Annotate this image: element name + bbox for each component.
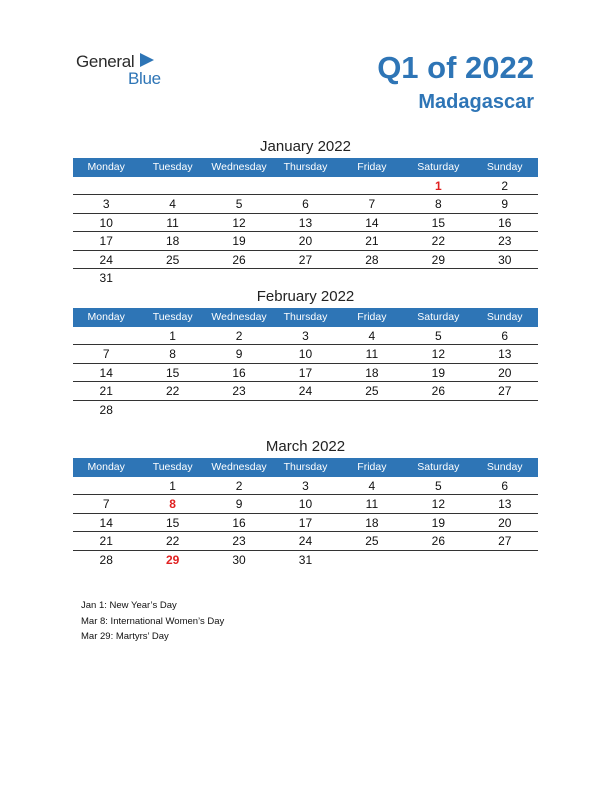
holiday-note: Mar 8: International Women’s Day — [81, 615, 225, 627]
day-cell: 6 — [501, 479, 509, 493]
empty-day-cell — [206, 401, 272, 418]
empty-day-cell — [272, 177, 338, 194]
day-cell: 3 — [302, 479, 309, 493]
month-calendar — [73, 136, 538, 286]
day-cell: 19 — [431, 515, 445, 530]
weekday-label: Monday — [87, 461, 125, 473]
week-row — [73, 495, 538, 513]
day-cell: 27 — [498, 384, 512, 399]
empty-day-cell — [73, 327, 139, 344]
day-cell: 8 — [169, 347, 176, 362]
empty-day-cell — [339, 269, 405, 286]
holiday-day-cell: 29 — [165, 552, 180, 567]
month-title: March 2022 — [265, 438, 346, 455]
empty-day-cell — [73, 177, 139, 194]
holiday-notes — [81, 598, 224, 645]
day-cell: 16 — [498, 215, 512, 230]
week-row — [73, 401, 538, 418]
week-row — [73, 251, 538, 269]
brand-word-blue: Blue — [128, 69, 161, 88]
day-cell: 9 — [235, 497, 243, 512]
week-row — [73, 364, 538, 382]
weekday-label: Sunday — [486, 161, 523, 173]
holiday-note: Mar 29: Martyrs’ Day — [81, 631, 169, 642]
day-cell: 4 — [368, 479, 376, 493]
day-cell: 14 — [99, 515, 113, 530]
day-cell: 15 — [431, 215, 445, 230]
week-row — [73, 214, 538, 232]
empty-day-cell — [139, 269, 205, 286]
weekday-label: Saturday — [417, 311, 460, 323]
day-cell: 2 — [501, 179, 509, 193]
day-cell: 18 — [365, 365, 379, 380]
day-cell: 17 — [298, 515, 313, 530]
weekday-header — [73, 158, 538, 177]
week-row — [73, 551, 538, 568]
day-cell: 25 — [365, 534, 379, 549]
day-cell: 6 — [302, 197, 309, 212]
week-row — [73, 477, 538, 495]
day-cell: 19 — [431, 365, 445, 380]
empty-day-cell — [405, 401, 471, 418]
empty-day-cell — [339, 401, 405, 418]
day-cell: 23 — [498, 234, 512, 249]
day-cell: 27 — [298, 252, 313, 267]
page-title: Q1 of 2022 — [377, 50, 534, 85]
day-cell: 1 — [169, 329, 176, 343]
day-cell: 25 — [165, 252, 180, 267]
day-cell: 22 — [165, 534, 180, 549]
empty-day-cell — [272, 401, 338, 418]
empty-day-cell — [405, 269, 471, 286]
day-cell: 5 — [434, 479, 442, 493]
day-cell: 28 — [99, 402, 113, 417]
day-cell: 7 — [102, 497, 110, 512]
day-cell: 16 — [232, 515, 246, 530]
weekday-label: Sunday — [486, 311, 523, 323]
day-cell: 28 — [99, 552, 113, 567]
week-row — [73, 269, 538, 286]
day-cell: 18 — [165, 234, 180, 249]
holiday-day-cell: 1 — [434, 179, 442, 193]
day-cell: 24 — [99, 252, 113, 267]
day-cell: 17 — [298, 365, 313, 380]
day-cell: 21 — [99, 534, 113, 549]
month-calendar — [73, 436, 538, 568]
month-calendar — [73, 286, 538, 418]
empty-day-cell — [73, 477, 139, 494]
day-cell: 23 — [232, 534, 246, 549]
day-cell: 22 — [165, 384, 180, 399]
weekday-label: Sunday — [486, 461, 523, 473]
week-row — [73, 327, 538, 345]
day-cell: 31 — [99, 270, 113, 285]
weekday-label: Monday — [87, 311, 125, 323]
weekday-label: Tuesday — [152, 311, 193, 323]
day-cell: 29 — [431, 252, 445, 267]
week-row — [73, 195, 538, 213]
weekday-label: Thursday — [283, 461, 328, 473]
empty-day-cell — [339, 551, 405, 568]
flag-icon — [140, 53, 154, 67]
weekday-label: Thursday — [283, 311, 328, 323]
day-cell: 7 — [368, 197, 376, 212]
weekday-label: Wednesday — [211, 461, 267, 473]
day-cell: 26 — [431, 534, 445, 549]
day-cell: 6 — [501, 329, 509, 343]
day-cell: 31 — [298, 552, 313, 567]
day-cell: 12 — [431, 497, 445, 512]
day-cell: 19 — [232, 234, 246, 249]
day-cell: 5 — [434, 329, 442, 343]
day-cell: 15 — [165, 515, 180, 530]
empty-day-cell — [405, 551, 471, 568]
week-row — [73, 177, 538, 195]
day-cell: 13 — [498, 497, 512, 512]
day-cell: 25 — [365, 384, 379, 399]
empty-day-cell — [472, 401, 538, 418]
empty-day-cell — [472, 269, 538, 286]
day-cell: 21 — [365, 234, 379, 249]
day-cell: 12 — [232, 215, 246, 230]
day-cell: 2 — [235, 479, 243, 493]
day-cell: 27 — [498, 534, 512, 549]
weekday-header — [73, 308, 538, 327]
weekday-label: Saturday — [417, 461, 460, 473]
day-cell: 2 — [235, 329, 243, 343]
weekday-label: Friday — [357, 161, 387, 173]
day-cell: 1 — [169, 479, 176, 493]
weekday-label: Friday — [357, 461, 387, 473]
day-cell: 20 — [498, 365, 512, 380]
weekday-label: Tuesday — [152, 161, 193, 173]
day-cell: 3 — [302, 329, 309, 343]
empty-day-cell — [206, 177, 272, 194]
day-cell: 4 — [368, 329, 376, 343]
day-cell: 5 — [235, 197, 243, 212]
day-cell: 26 — [232, 252, 246, 267]
day-cell: 20 — [298, 234, 313, 249]
day-cell: 23 — [232, 384, 246, 399]
holiday-day-cell: 8 — [169, 497, 176, 512]
day-cell: 16 — [232, 365, 246, 380]
empty-day-cell — [139, 177, 205, 194]
day-cell: 21 — [99, 384, 113, 399]
month-title: January 2022 — [260, 138, 351, 155]
holiday-note: Jan 1: New Year’s Day — [81, 600, 177, 611]
day-cell: 22 — [431, 234, 445, 249]
day-cell: 13 — [498, 347, 512, 362]
country-name: Madagascar — [418, 91, 534, 113]
day-cell: 9 — [235, 347, 243, 362]
day-cell: 30 — [498, 252, 512, 267]
empty-day-cell — [206, 269, 272, 286]
day-cell: 4 — [169, 197, 176, 212]
day-cell: 7 — [102, 347, 110, 362]
brand-word-general: General — [76, 52, 135, 71]
empty-day-cell — [139, 401, 205, 418]
empty-day-cell — [339, 177, 405, 194]
month-title: February 2022 — [256, 288, 355, 305]
day-cell: 17 — [99, 234, 113, 249]
weekday-label: Thursday — [283, 161, 328, 173]
week-row — [73, 232, 538, 250]
week-row — [73, 345, 538, 363]
day-cell: 20 — [498, 515, 512, 530]
day-cell: 10 — [298, 347, 313, 362]
weekday-label: Friday — [357, 311, 387, 323]
weekday-label: Tuesday — [152, 461, 193, 473]
day-cell: 9 — [501, 197, 509, 212]
week-row — [73, 382, 538, 400]
weekday-label: Saturday — [417, 161, 460, 173]
day-cell: 24 — [298, 534, 313, 549]
day-cell: 28 — [365, 252, 379, 267]
weekday-header — [73, 458, 538, 477]
day-cell: 14 — [365, 215, 379, 230]
week-row — [73, 514, 538, 532]
empty-day-cell — [272, 269, 338, 286]
day-cell: 12 — [431, 347, 445, 362]
day-cell: 11 — [365, 497, 379, 512]
weekday-label: Wednesday — [211, 161, 267, 173]
day-cell: 11 — [166, 215, 179, 230]
day-cell: 11 — [365, 347, 379, 362]
day-cell: 10 — [298, 497, 313, 512]
week-row — [73, 532, 538, 550]
day-cell: 3 — [102, 197, 110, 212]
weekday-label: Monday — [87, 161, 125, 173]
weekday-label: Wednesday — [211, 311, 267, 323]
day-cell: 8 — [434, 197, 442, 212]
day-cell: 26 — [431, 384, 445, 399]
empty-day-cell — [472, 551, 538, 568]
day-cell: 24 — [298, 384, 313, 399]
day-cell: 15 — [165, 365, 180, 380]
brand-logo — [76, 52, 176, 88]
day-cell: 10 — [99, 215, 113, 230]
day-cell: 14 — [99, 365, 113, 380]
day-cell: 13 — [298, 215, 313, 230]
day-cell: 18 — [365, 515, 379, 530]
day-cell: 30 — [232, 552, 246, 567]
